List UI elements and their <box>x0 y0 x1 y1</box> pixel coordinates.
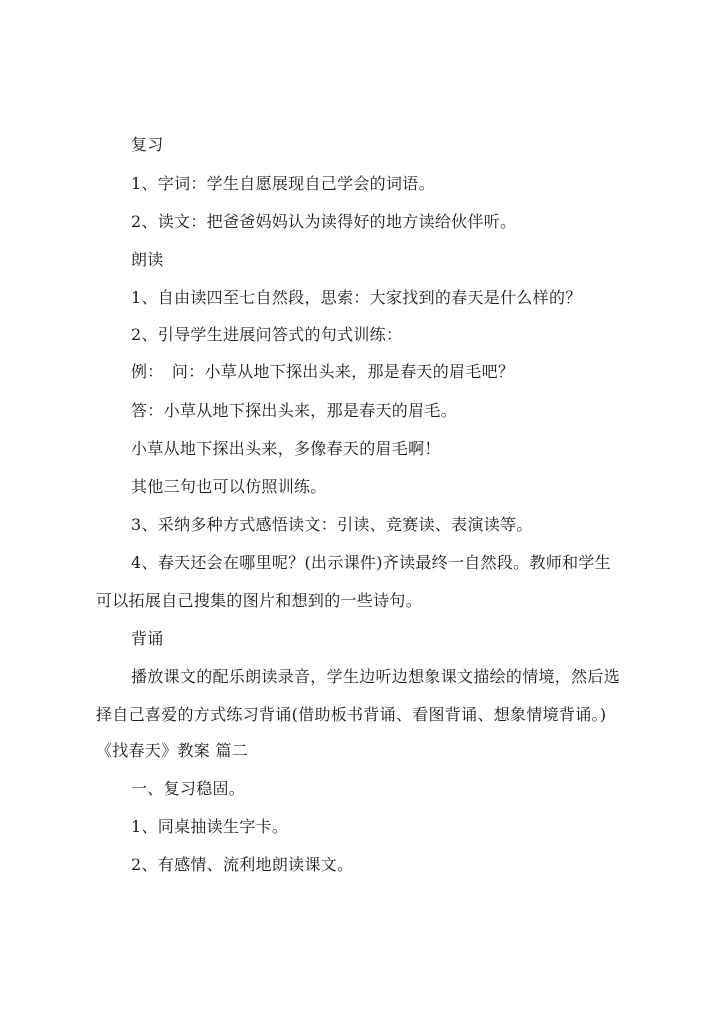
paragraph-line: 小草从地下探出头来，多像春天的眉毛啊！ <box>131 439 441 458</box>
paragraph-line: 2、读文：把爸爸妈妈认为读得好的地方读给伙伴听。 <box>131 212 517 231</box>
paragraph-line: 2、引导学生进展问答式的句式训练： <box>131 325 403 344</box>
paragraph-line: 3、采纳多种方式感悟读文：引读、竞赛读、表演读等。 <box>131 515 533 534</box>
section-title: 《找春天》教案 篇二 <box>96 741 249 760</box>
paragraph-line: 2、有感情、流利地朗读课文。 <box>131 855 354 874</box>
heading-read-aloud: 朗读 <box>131 250 164 269</box>
paragraph-line: 1、自由读四至七自然段，思索：大家找到的春天是什么样的？ <box>131 288 582 307</box>
paragraph-line: 可以拓展自己搜集的图片和想到的一些诗句。 <box>96 591 423 610</box>
paragraph-line: 播放课文的配乐朗读录音，学生边听边想象课文描绘的情境，然后选 <box>131 667 621 686</box>
paragraph-line: 1、字词：学生自愿展现自己学会的词语。 <box>131 174 435 193</box>
heading-review: 复习 <box>131 135 164 154</box>
paragraph-line: 例： 问：小草从地下探出头来，那是春天的眉毛吧？ <box>131 362 515 381</box>
paragraph-line: 一、复习稳固。 <box>131 779 246 798</box>
paragraph-line: 答：小草从地下探出头来，那是春天的眉毛。 <box>131 401 458 420</box>
paragraph-line: 4、春天还会在哪里呢？(出示课件)齐读最终一自然段。教师和学生 <box>131 553 611 572</box>
paragraph-line: 择自己喜爱的方式练习背诵(借助板书背诵、看图背诵、想象情境背诵。) <box>96 705 607 724</box>
paragraph-line: 其他三句也可以仿照训练。 <box>131 477 327 496</box>
heading-recite: 背诵 <box>131 629 164 648</box>
paragraph-line: 1、同桌抽读生字卡。 <box>131 817 289 836</box>
